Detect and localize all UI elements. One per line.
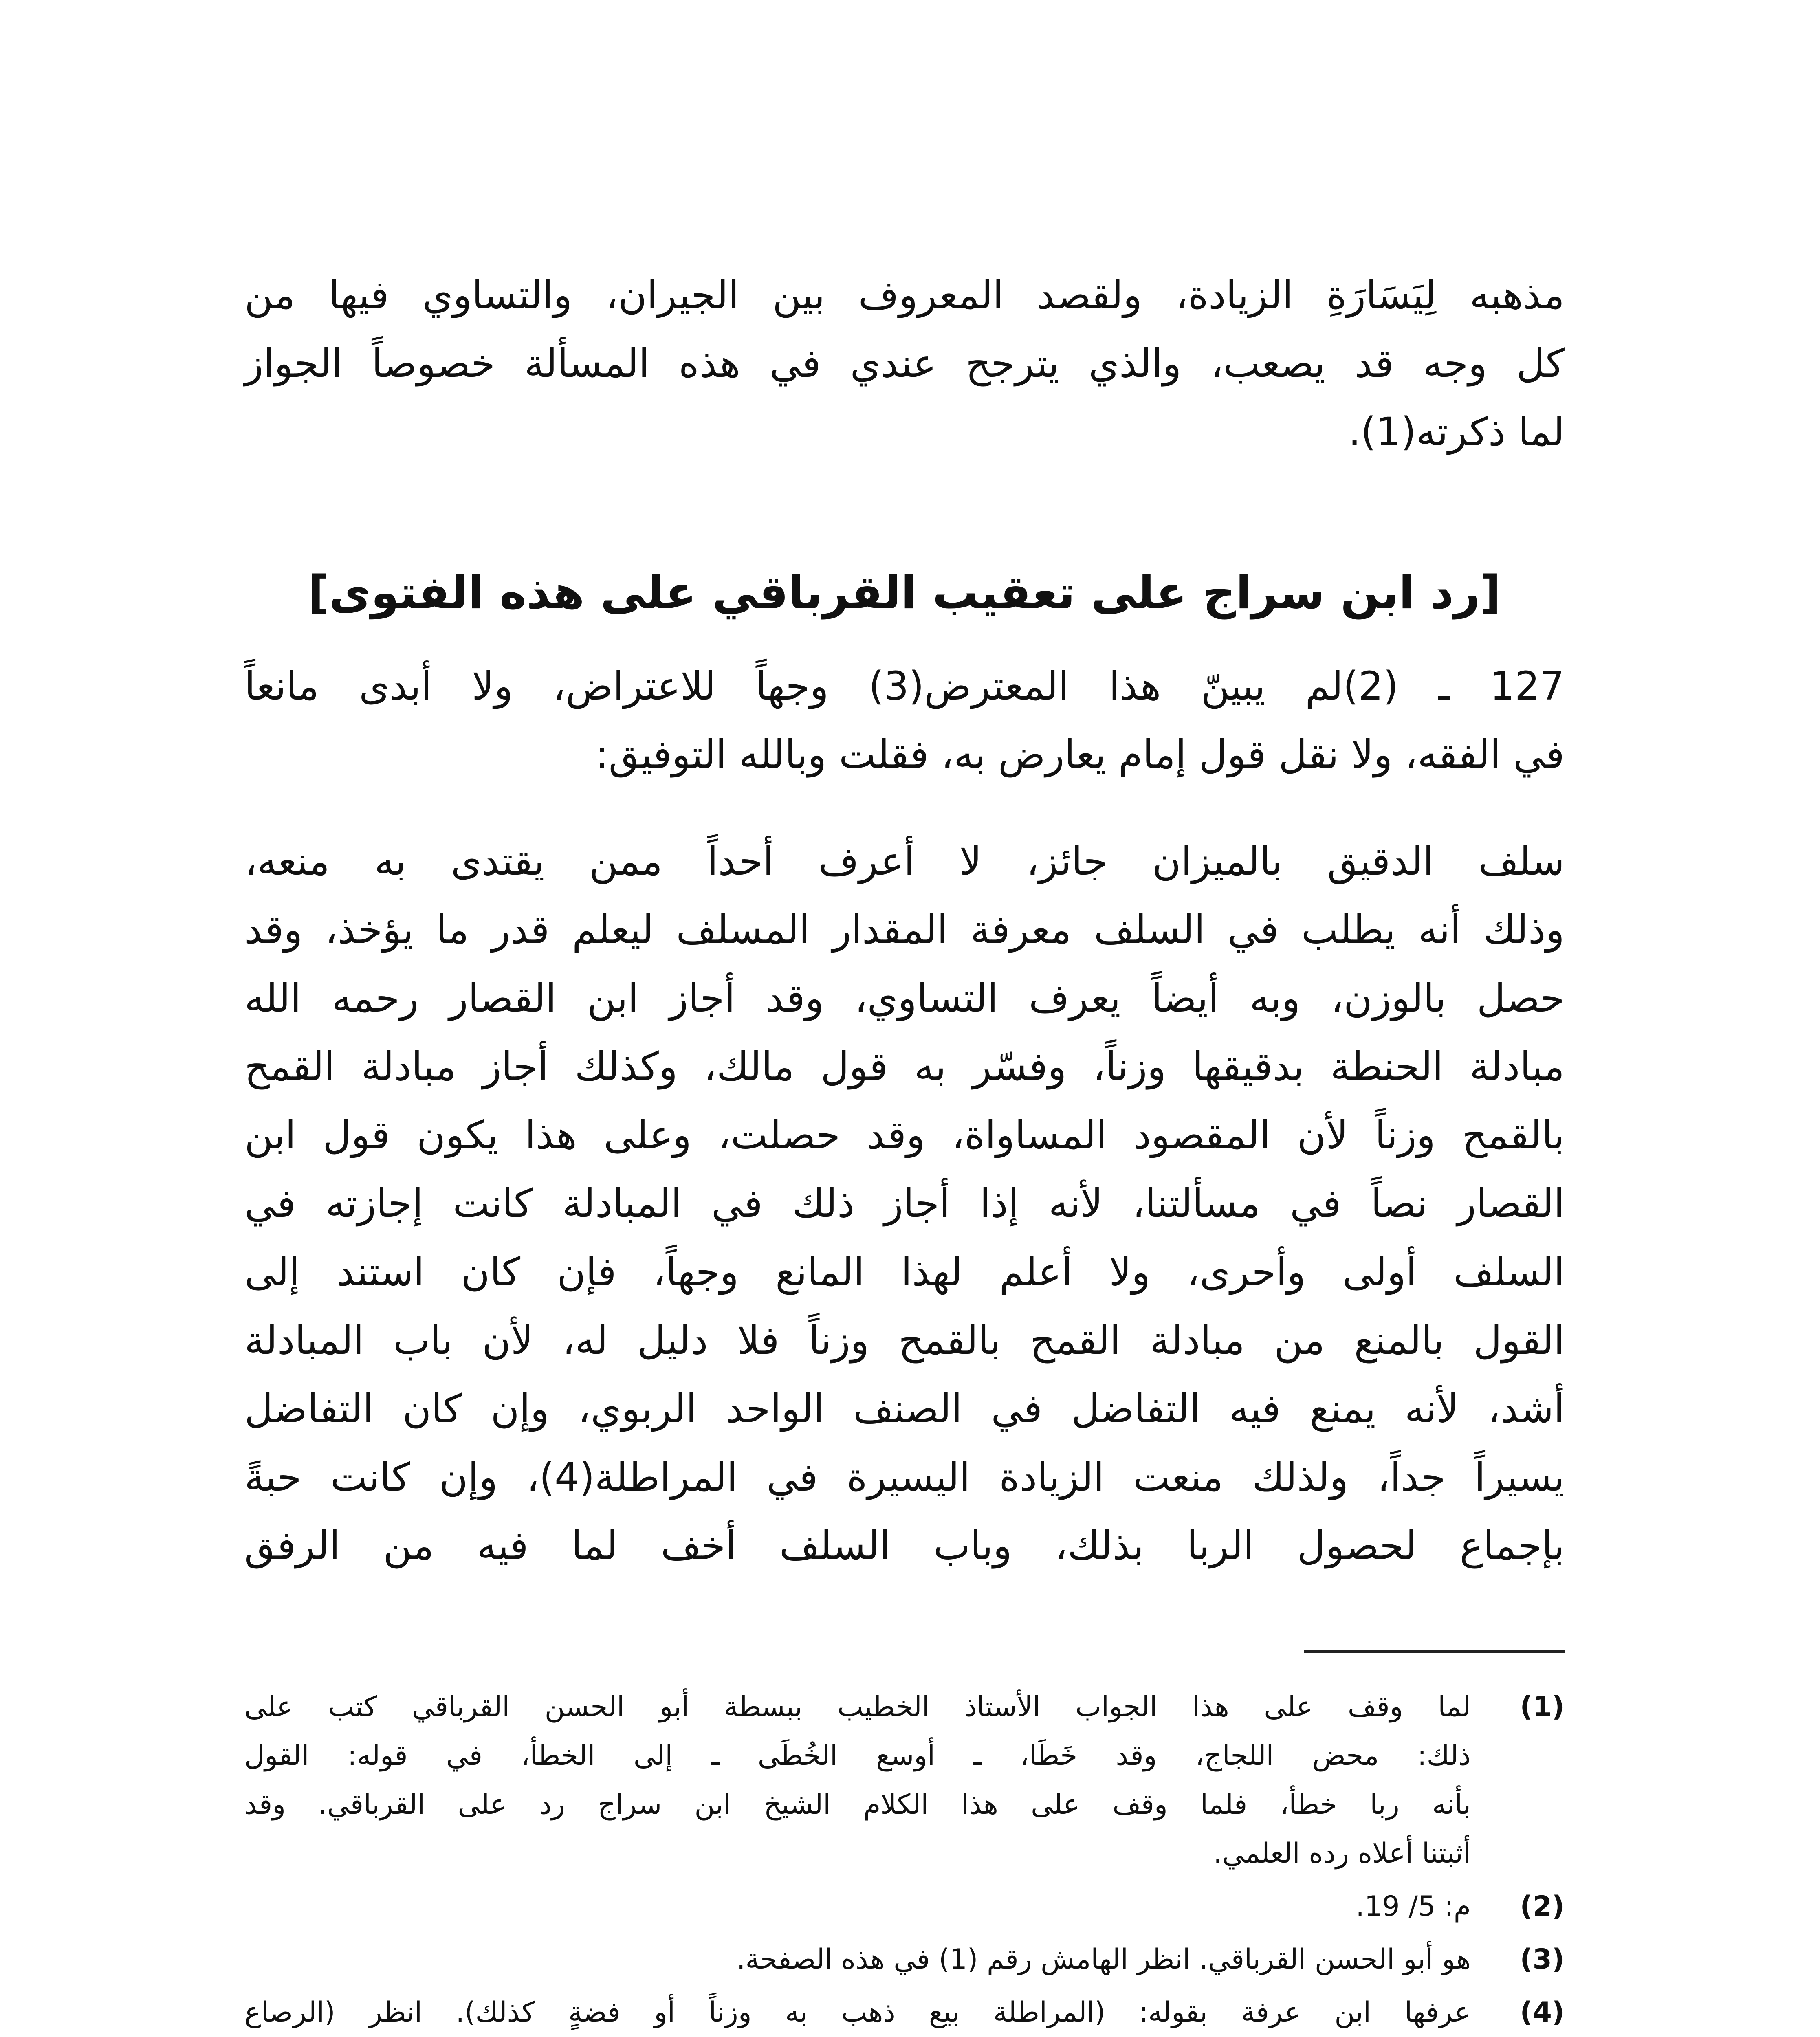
intro-line: كل وجه قد يصعب، والذي يترجح عندي في هذه المسألة خصوصاً الجواز bbox=[244, 341, 1565, 386]
section-heading: [رد ابن سراج على تعقيب القرباقي على هذه الفتوى] bbox=[308, 566, 1501, 619]
footnote-line: هو أبو الحسن القرباقي. انظر الهامش رقم (1) في هذه الصفحة. bbox=[736, 1943, 1471, 1975]
intro-line: لما ذكرته(1). bbox=[1348, 409, 1565, 455]
paragraph-line: حصل بالوزن، وبه أيضاً يعرف التساوي، وقد أجاز ابن القصار رحمه الله bbox=[244, 975, 1565, 1021]
paragraph-line: مبادلة الحنطة بدقيقها وزناً، وفسّر به قول مالك، وكذلك أجاز مبادلة القمح bbox=[244, 1044, 1565, 1089]
paragraph-line: 127 ـ (2)لم يبينّ هذا المعترض(3) وجهاً للاعتراض، ولا أبدى مانعاً bbox=[244, 663, 1565, 709]
paragraph-line: السلف أولى وأحرى، ولا أعلم لهذا المانع وجهاً، فإن كان استند إلى bbox=[244, 1249, 1565, 1295]
footnote-number: (3) bbox=[1520, 1943, 1565, 1975]
footnote-3 bbox=[244, 1935, 1565, 1984]
footnote-number: (4) bbox=[1520, 1996, 1565, 2028]
paragraph-line: بإجماع لحصول الربا بذلك، وباب السلف أخف لما فيه من الرفق bbox=[244, 1523, 1565, 1568]
paragraph-line: سلف الدقيق بالميزان جائز، لا أعرف أحداً ممن يقتدى به منعه، bbox=[244, 838, 1565, 884]
paragraph-line: القول بالمنع من مبادلة القمح بالقمح وزناً فلا دليل له، لأن باب المبادلة bbox=[244, 1318, 1565, 1363]
footnote-4 bbox=[244, 1988, 1565, 2037]
paragraph-line: القصار نصاً في مسألتنا، لأنه إذا أجاز ذلك في المبادلة كانت إجازته في bbox=[244, 1181, 1565, 1226]
footnotes bbox=[244, 1683, 1565, 2037]
paragraph-line: بالقمح وزناً لأن المقصود المساواة، وقد حصلت، وعلى هذا يكون قول ابن bbox=[244, 1112, 1565, 1158]
intro-line: مذهبه لِيَسَارَةِ الزيادة، ولقصد المعروف بين الجيران، والتساوي فيها من bbox=[244, 272, 1565, 318]
footnote-line: بأنه ربا خطأ، فلما وقف على هذا الكلام الشيخ ابن سراج رد على القرباقي. وقد bbox=[244, 1788, 1471, 1821]
footnote-line: م: 5/ 19. bbox=[1356, 1890, 1471, 1923]
footnote-2 bbox=[244, 1882, 1565, 1931]
paragraph-line: في الفقه، ولا نقل قول إمام يعارض به، فقلت وبالله التوفيق: bbox=[595, 732, 1565, 777]
footnote-line: ذلك: محض اللجاج، وقد خَطَا، ـ أوسع الخُطَى ـ إلى الخطأ، في قوله: القول bbox=[244, 1740, 1471, 1772]
footnote-line: أثبتنا أعلاه رده العلمي. bbox=[1213, 1837, 1471, 1870]
paragraph-line: أشد، لأنه يمنع فيه التفاضل في الصنف الواحد الربوي، وإن كان التفاضل bbox=[244, 1386, 1565, 1432]
footnote-separator bbox=[1304, 1650, 1565, 1653]
paragraph-line: يسيراً جداً، ولذلك منعت الزيادة اليسيرة في المراطلة(4)، وإن كانت حبةً bbox=[244, 1454, 1565, 1500]
footnote-number: (1) bbox=[1520, 1691, 1565, 1723]
main-paragraph bbox=[244, 827, 1565, 1580]
paragraph-line: وذلك أنه يطلب في السلف معرفة المقدار المسلف ليعلم قدر ما يؤخذ، وقد bbox=[244, 907, 1565, 953]
footnote-1 bbox=[244, 1683, 1565, 1878]
footnote-line: لما وقف على هذا الجواب الأستاذ الخطيب ببسطة أبو الحسن القرباقي كتب على bbox=[244, 1691, 1471, 1723]
intro-paragraph bbox=[244, 261, 1565, 466]
paragraph-127 bbox=[244, 652, 1565, 789]
footnote-number: (2) bbox=[1520, 1890, 1565, 1923]
footnote-line: عرفها ابن عرفة بقوله: (المراطلة بيع ذهب به وزناً أو فضةٍ كذلك). انظر (الرصاع bbox=[244, 1996, 1471, 2028]
